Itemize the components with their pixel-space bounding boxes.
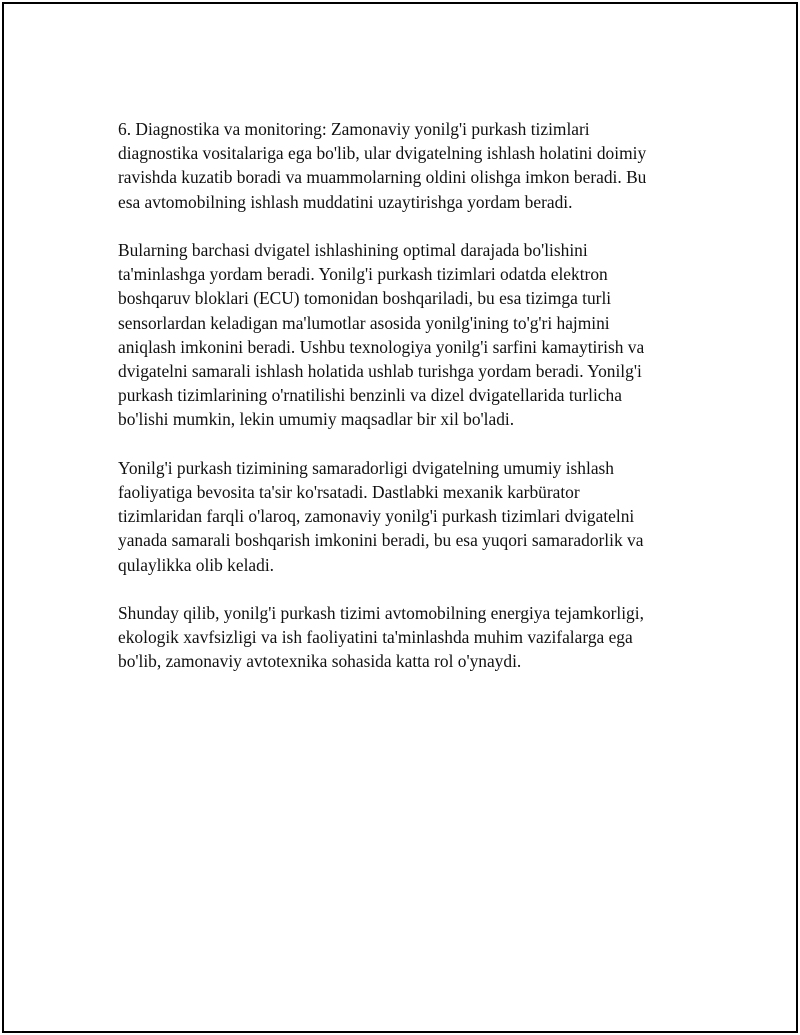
text-line: Shunday qilib, yonilg'i purkash tizimi avtomobilning energiya tejamkorligi, [118,603,644,624]
paragraph-diagnostics [118,117,690,214]
text-line: tizimlaridan farqli o'laroq, zamonaviy yonilg'i purkash tizimlari dvigatelni [118,506,635,527]
text-line: aniqlash imkonini beradi. Ushbu texnologiya yonilg'i sarfini kamaytirish va [118,336,645,357]
text-line: Bularning barchasi dvigatel ishlashining optimal darajada bo'lishini [118,240,588,260]
text-line: bo'lishi mumkin, lekin umumiy maqsadlar bir xil bo'ladi. [118,409,515,430]
text-line: dvigatelni samarali ishlash holatida ushlab turishga yordam beradi. Yonilg'i [118,361,642,382]
text-line: faoliyatiga bevosita ta'sir ko'rsatadi. Dastlabki mexanik karbürator [118,482,580,503]
text-line: purkash tizimlarining o'rnatilishi benzinli va dizel dvigatellarida turlicha [118,385,622,406]
text-line: yanada samarali boshqarish imkonini beradi, bu esa yuqori samaradorlik va [118,530,644,551]
text-line: boshqaruv bloklari (ECU) tomonidan boshqariladi, bu esa tizimga turli [118,288,612,309]
text-line: diagnostika vositalariga ega bo'lib, ular dvigatelning ishlash holatini doimiy [118,143,647,164]
text-line: ta'minlashga yordam beradi. Yonilg'i purkash tizimlari odatda elektron [118,264,608,285]
text-line: Yonilg'i purkash tizimining samaradorligi dvigatelning umumiy ishlash [118,457,614,478]
paragraph-efficiency [118,456,690,577]
text-line: ekologik xavfsizligi va ish faoliyatini ta'minlashda muhim vazifalarga ega [118,627,633,648]
text-line: qulaylikka olib keladi. [118,554,274,575]
text-line: bo'lib, zamonaviy avtotexnika sohasida katta rol o'ynaydi. [118,651,522,672]
document-body [118,117,690,698]
text-line: sensorlardan keladigan ma'lumotlar asosida yonilg'ining to'g'ri hajmini [118,312,610,333]
paragraph-conclusion [118,601,690,674]
text-line: esa avtomobilning ishlash muddatini uzaytirishga yordam beradi. [118,191,573,212]
text-line: 6. Diagnostika va monitoring: Zamonaviy yonilg'i purkash tizimlari [118,119,590,139]
text-line: ravishda kuzatib boradi va muammolarning oldini olishga imkon beradi. Bu [118,167,647,188]
paragraph-ecu [118,238,690,432]
